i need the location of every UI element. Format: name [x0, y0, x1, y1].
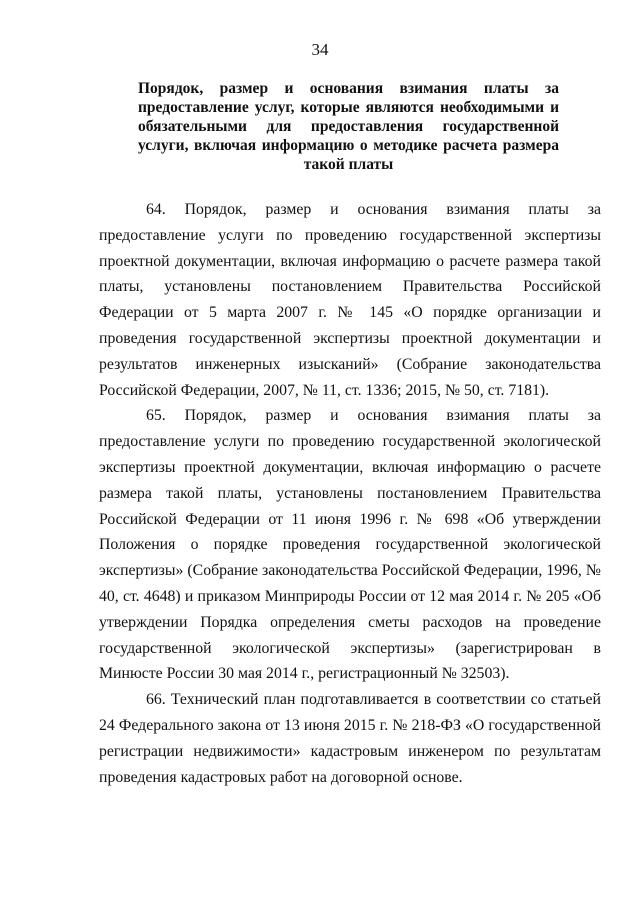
section-heading: Порядок, размер и основания взимания платы за предоставление услуг, которые являются необходимыми и обязательными для предоставления государственной услуги, включая информацию о методике расчета размера такой платы [138, 80, 559, 173]
paragraph-64: 64. Порядок, размер и основания взимания платы за предоставление услуги по проведению государственной экспертизы проектной документации, включая информацию о расчете размера такой платы, установлены постановлением Правительства Российской Федерации от 5 марта 2007 г. № 145 «О порядке организации и проведения государственной экспертизы проектной документации и результатов инженерных изысканий» (Собрание законодательства Российской Федерации, 2007, № 11, ст. 1336; 2015, № 50, ст. 7181). [99, 201, 601, 399]
paragraph-65: 65. Порядок, размер и основания взимания платы за предоставление услуги по проведению государственной экологической экспертизы проектной документации, включая информацию о расчете размера такой платы, установлены постановлением Правительства Российской Федерации от 11 июня 1996 г. № 698 «Об утверждении Положения о порядке проведения государственной экологической экспертизы» (Собрание законодательства Российской Федерации, 1996, № 40, ст. 4648) и приказом Минприроды России от 12 мая 2014 г. № 205 «Об утверждении Порядка определения сметы расходов на проведение государственной экологической экспертизы» (зарегистрирован в Минюсте России 30 мая 2014 г., регистрационный № 32503). [99, 407, 601, 683]
document-body [99, 197, 601, 790]
page-number: 34 [311, 40, 329, 59]
paragraph-66: 66. Технический план подготавливается в соответствии со статьей 24 Федерального закона от 13 июня 2015 г. № 218-ФЗ «О государственной регистрации недвижимости» кадастровым инженером по результатам проведения кадастровых работ на договорной основе. [99, 691, 601, 786]
